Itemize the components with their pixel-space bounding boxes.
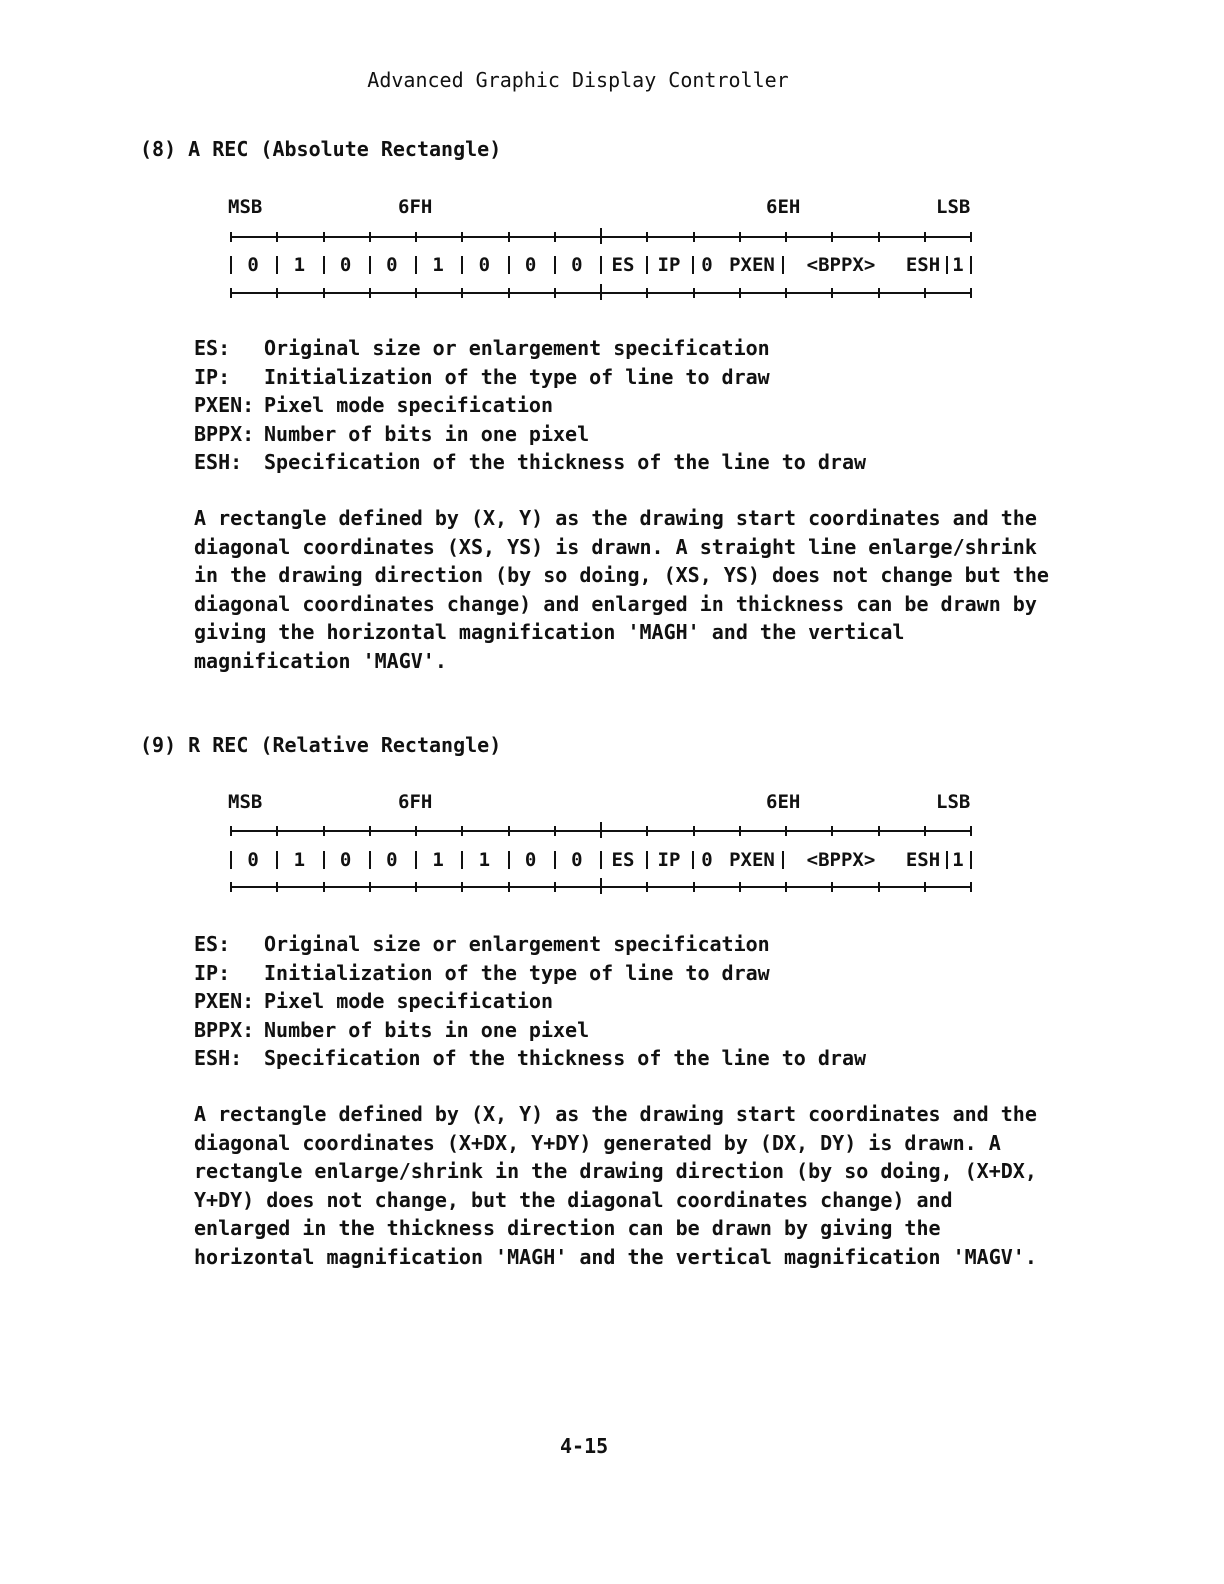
rule-tick (415, 232, 417, 242)
rule-tick (600, 284, 602, 300)
bit-cell: 1 (478, 849, 491, 871)
rule-tick (785, 882, 787, 892)
register-bit-row (230, 250, 970, 280)
definition-key: ES: (194, 932, 231, 956)
high-byte-label: 6FH (398, 196, 433, 218)
bit-rule-bottom (230, 886, 970, 888)
definition-value: Number of bits in one pixel (264, 1017, 590, 1042)
field-cell: 0 (701, 849, 713, 871)
rule-tick (646, 232, 648, 242)
rule-tick (276, 826, 278, 836)
rule-tick (230, 826, 232, 836)
rule-tick (693, 882, 695, 892)
rule-tick (230, 232, 232, 242)
rule-tick (461, 882, 463, 892)
rule-tick (970, 232, 972, 242)
description-paragraph: A rectangle defined by (X, Y) as the drawing start coordinates and the diagonal coordinates (X+DX, Y+DY) generated by (DX, DY) is drawn. A rectangle enlarge/shrink in the drawing direction (by so doing, (X+DX, Y+DY) does not change, but the diagonal coordinates change) and enlarged in the thickness direction can be drawn by giving the horizontal magnification 'MAGH' and the vertical magnification 'MAGV'. (194, 1102, 1037, 1269)
bit-cell: 0 (339, 254, 352, 276)
rule-tick (970, 826, 972, 836)
definition-key: IP: (194, 364, 231, 389)
rule-tick (785, 232, 787, 242)
rule-tick (276, 882, 278, 892)
rule-tick (600, 878, 602, 894)
field-cell: 1 (952, 254, 964, 276)
bit-cell: 0 (571, 849, 583, 871)
rule-tick (461, 232, 463, 242)
rule-tick (323, 232, 325, 242)
rule-tick (461, 288, 463, 298)
bit-rule-bottom (230, 292, 970, 294)
rule-tick (323, 826, 325, 836)
definition (194, 959, 866, 988)
bit-cell: 1 (432, 254, 444, 276)
field-cell: PXEN (729, 254, 775, 276)
field-cell: 1 (952, 849, 964, 871)
definition-value: Pixel mode specification (264, 393, 553, 417)
definition-key: ESH: (194, 450, 243, 474)
bit-separator (970, 256, 972, 274)
definition-value: Initialization of the type of line to draw (264, 364, 770, 389)
rule-tick (508, 232, 510, 242)
rule-tick (461, 826, 463, 836)
rule-tick (554, 288, 556, 298)
field-cell: ESH (905, 254, 941, 276)
rule-tick (646, 288, 648, 298)
field-cell: <BPPX> (806, 849, 876, 871)
field-cell: ESH (905, 849, 941, 871)
rule-tick (600, 228, 602, 244)
bit-cell: 0 (386, 254, 398, 276)
rule-tick (508, 826, 510, 836)
rule-tick (878, 288, 880, 298)
rule-tick (230, 882, 232, 892)
lsb-label: LSB (936, 791, 971, 813)
rule-tick (878, 232, 880, 242)
definition-value: Pixel mode specification (264, 989, 553, 1013)
definition-key: BPPX: (194, 1017, 255, 1042)
rule-tick (878, 882, 880, 892)
bit-cell: 0 (247, 849, 259, 871)
rule-tick (785, 826, 787, 836)
page-number: 4-15 (560, 1434, 609, 1458)
low-byte-label: 6EH (766, 196, 801, 218)
rule-tick (831, 882, 833, 892)
bit-rule-top (230, 236, 970, 238)
rule-tick (831, 232, 833, 242)
rule-tick (878, 826, 880, 836)
definition-key: ES: (194, 336, 231, 360)
definition (194, 930, 866, 959)
bit-cell: 0 (571, 254, 583, 276)
section-title: (9) R REC (Relative Rectangle) (140, 733, 502, 757)
bit-cell: 0 (478, 254, 491, 276)
rule-tick (693, 826, 695, 836)
bit-separator (970, 851, 972, 869)
field-cell: <BPPX> (806, 254, 876, 276)
definition-key: PXEN: (194, 989, 255, 1013)
rule-tick (415, 826, 417, 836)
definition-key: BPPX: (194, 421, 255, 446)
low-byte-label: 6EH (766, 791, 801, 813)
rule-tick (600, 822, 602, 838)
rule-tick (276, 288, 278, 298)
definition (194, 448, 866, 477)
bit-cell: 0 (339, 849, 352, 871)
msb-label: MSB (228, 791, 263, 813)
rule-tick (369, 882, 371, 892)
description-paragraph: A rectangle defined by (X, Y) as the drawing start coordinates and the diagonal coordinates (XS, YS) is drawn. A straight line enlarge/shrink in the drawing direction (by so doing, (XS, YS) does not change but the diagonal coordinates change) and enlarged in thickness can be drawn by giving the horizontal magnification 'MAGH' and the vertical magnification 'MAGV'. (194, 506, 1049, 673)
definition (194, 420, 866, 449)
rule-tick (554, 882, 556, 892)
definition (194, 363, 866, 392)
field-cell: ES (611, 849, 635, 871)
page-header: Advanced Graphic Display Controller (367, 68, 789, 92)
rule-tick (230, 288, 232, 298)
definition-value: Specification of the thickness of the line to draw (264, 450, 867, 474)
rule-tick (646, 882, 648, 892)
definition (194, 987, 866, 1016)
rule-tick (831, 826, 833, 836)
bit-rule-top (230, 830, 970, 832)
definition-value: Initialization of the type of line to draw (264, 960, 770, 985)
rule-tick (415, 288, 417, 298)
bit-cell: 0 (386, 849, 398, 871)
register-header (228, 791, 978, 817)
section-title: (8) A REC (Absolute Rectangle) (140, 137, 502, 161)
field-cell: ES (611, 254, 635, 276)
rule-tick (924, 882, 926, 892)
register-header (228, 196, 978, 222)
definition (194, 1016, 866, 1045)
rule-tick (970, 288, 972, 298)
rule-tick (924, 232, 926, 242)
rule-tick (508, 288, 510, 298)
msb-label: MSB (228, 196, 263, 218)
rule-tick (970, 882, 972, 892)
rule-tick (924, 826, 926, 836)
definitions-list (194, 334, 866, 477)
field-cell: IP (657, 254, 681, 276)
definition-key: PXEN: (194, 393, 255, 417)
rule-tick (369, 826, 371, 836)
field-cell: 0 (701, 254, 713, 276)
definition-value: Original size or enlargement specification (264, 932, 770, 956)
rule-tick (276, 232, 278, 242)
field-cell: PXEN (729, 849, 775, 871)
rule-tick (369, 232, 371, 242)
register-bit-row (230, 845, 970, 875)
rule-tick (739, 232, 741, 242)
definition (194, 334, 866, 363)
rule-tick (693, 232, 695, 242)
rule-tick (554, 826, 556, 836)
definitions-list (194, 930, 866, 1073)
definition-value: Original size or enlargement specification (264, 336, 770, 360)
field-cell: IP (657, 849, 681, 871)
rule-tick (739, 826, 741, 836)
definition-value: Number of bits in one pixel (264, 421, 590, 446)
rule-tick (323, 288, 325, 298)
rule-tick (831, 288, 833, 298)
rule-tick (739, 288, 741, 298)
high-byte-label: 6FH (398, 791, 433, 813)
rule-tick (924, 288, 926, 298)
rule-tick (323, 882, 325, 892)
rule-tick (415, 882, 417, 892)
bit-cell: 0 (247, 254, 259, 276)
definition-value: Specification of the thickness of the line to draw (264, 1046, 867, 1070)
definition-key: IP: (194, 960, 231, 985)
bit-cell: 1 (293, 849, 306, 871)
rule-tick (785, 288, 787, 298)
bit-cell: 1 (293, 254, 306, 276)
rule-tick (508, 882, 510, 892)
bit-cell: 0 (524, 254, 537, 276)
rule-tick (554, 232, 556, 242)
definition-key: ESH: (194, 1046, 243, 1070)
rule-tick (369, 288, 371, 298)
rule-tick (646, 826, 648, 836)
definition (194, 1044, 866, 1073)
definition (194, 391, 866, 420)
bit-cell: 0 (524, 849, 537, 871)
lsb-label: LSB (936, 196, 971, 218)
bit-cell: 1 (432, 849, 444, 871)
rule-tick (739, 882, 741, 892)
rule-tick (693, 288, 695, 298)
